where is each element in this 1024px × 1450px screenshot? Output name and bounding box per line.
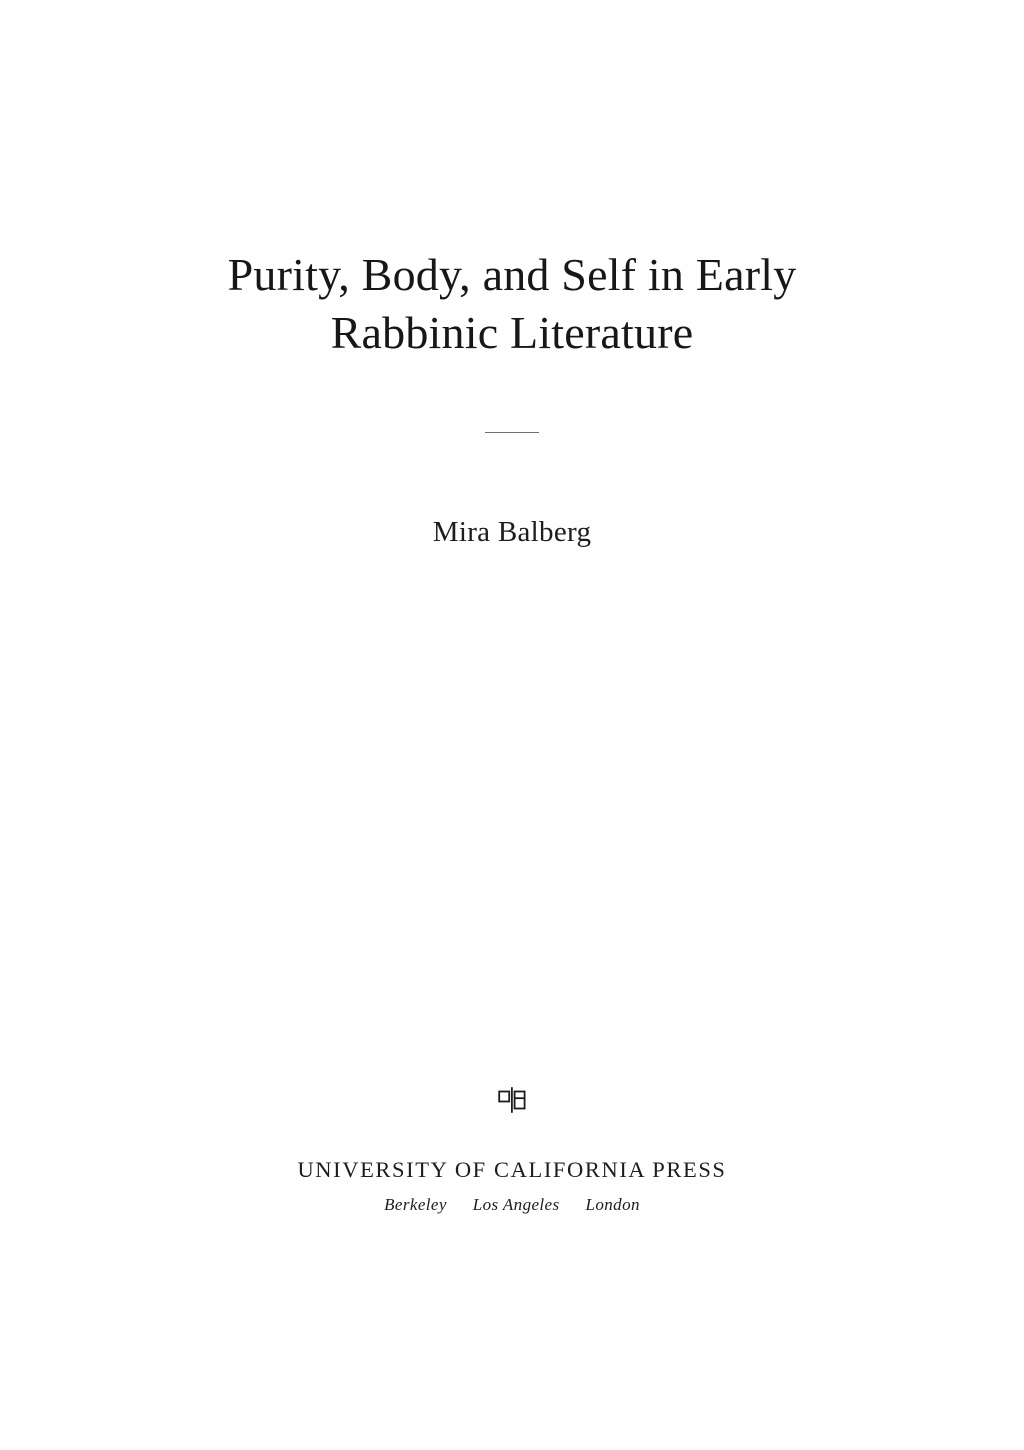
title-divider xyxy=(0,420,1024,438)
uc-press-colophon-icon xyxy=(497,1085,527,1115)
page-title xyxy=(0,246,1024,362)
publisher-block xyxy=(0,1085,1024,1215)
publisher-city: Berkeley xyxy=(384,1195,447,1214)
publisher-city: Los Angeles xyxy=(472,1195,560,1214)
divider-rule xyxy=(485,432,539,433)
publisher-name: UNIVERSITY OF CALIFORNIA PRESS xyxy=(297,1157,727,1182)
author-name: Mira Balberg xyxy=(432,516,592,548)
title-block xyxy=(0,246,1024,362)
title-line-2: Rabbinic Literature xyxy=(330,306,694,358)
title-line-1: Purity, Body, and Self in Early xyxy=(227,249,797,300)
publisher-city: London xyxy=(585,1195,640,1214)
publisher-cities xyxy=(0,1195,1024,1215)
author-block xyxy=(0,516,1024,549)
